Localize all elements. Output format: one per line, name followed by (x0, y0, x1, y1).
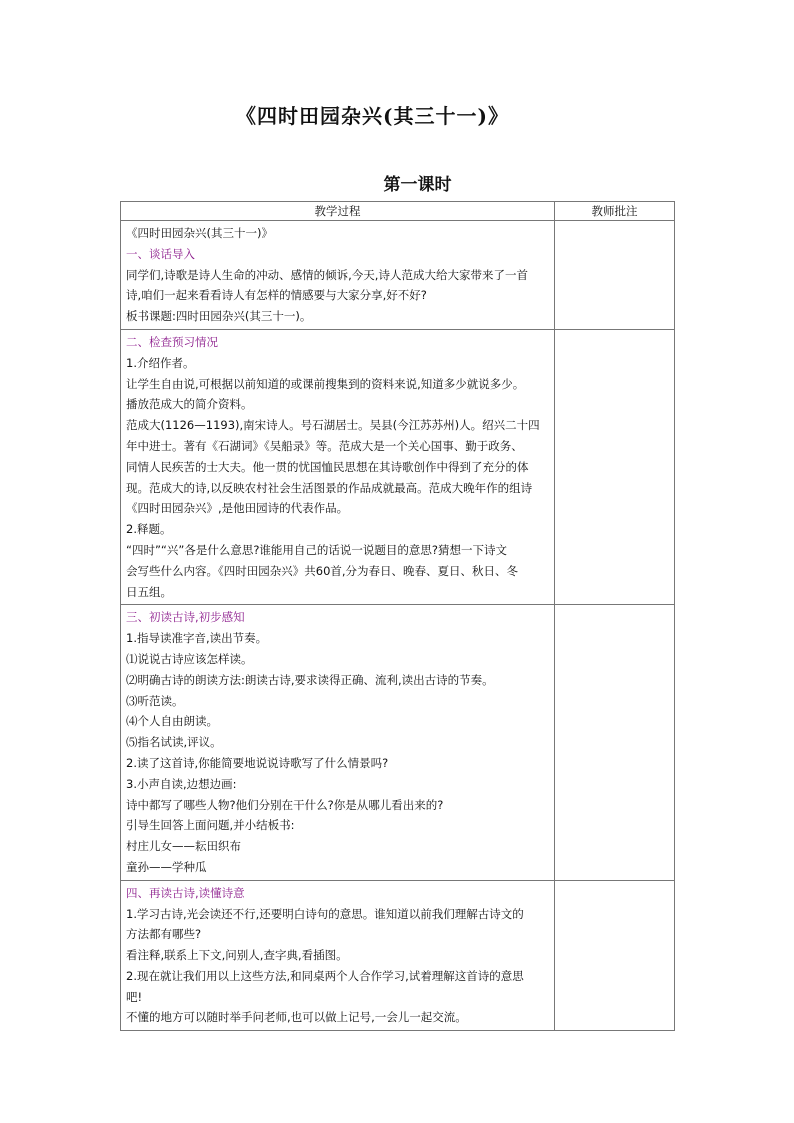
text-line: 村庄儿女——耘田织布 (126, 839, 241, 854)
text-line: “四时”“兴”各是什么意思?谁能用自己的话说一说题目的意思?猜想一下诗文 (126, 542, 508, 557)
text-line: 日五组。 (126, 584, 172, 599)
text-line: 看注释,联系上下文,问别人,查字典,看插图。 (126, 948, 348, 963)
teacher-notes-cell[interactable] (555, 880, 675, 1031)
table-header-row (121, 202, 675, 221)
text-line: 吧! (126, 989, 143, 1004)
text-line: 诗中都写了哪些人物?他们分别在干什么?你是从哪儿看出来的? (126, 797, 444, 812)
text-line: 2.释题。 (126, 522, 172, 537)
teacher-notes-cell[interactable] (555, 221, 675, 330)
header-teaching-process: 教学过程 (121, 202, 555, 221)
lesson-plan-table (120, 201, 675, 1031)
process-cell (121, 605, 555, 880)
teacher-notes-cell[interactable] (555, 605, 675, 880)
text-line: 1.学习古诗,光会读还不行,还要明白诗句的意思。谁知道以前我们理解古诗文的 (126, 906, 524, 921)
section-heading: 三、初读古诗,初步感知 (126, 610, 245, 625)
process-cell (121, 880, 555, 1031)
text-line: ⑵明确古诗的朗读方法:朗读古诗,要求读得正确、流利,读出古诗的节奏。 (126, 672, 494, 687)
section-heading: 一、谈话导入 (126, 246, 195, 261)
table-row (121, 221, 675, 330)
text-line: 童孙——学种瓜 (126, 859, 207, 874)
text-line: 年中进士。著有《石湖词》《吴船录》等。范成大是一个关心国事、勤于政务、 (126, 438, 523, 453)
process-cell (121, 221, 555, 330)
teacher-notes-cell[interactable] (555, 329, 675, 604)
text-line: 播放范成大的简介资料。 (126, 397, 253, 412)
text-line: 让学生自由说,可根据以前知道的或课前搜集到的资料来说,知道多少就说多少。 (126, 376, 525, 391)
header-teacher-notes: 教师批注 (555, 202, 675, 221)
text-line: 不懂的地方可以随时举手问老师,也可以做上记号,一会儿一起交流。 (126, 1010, 467, 1025)
lesson-subtitle: 第一课时 (383, 175, 452, 195)
text-line: 3.小声自读,边想边画: (126, 776, 237, 791)
text-line: 诗,咱们一起来看看诗人有怎样的情感要与大家分享,好不好? (126, 288, 427, 303)
section-heading: 四、再读古诗,读懂诗意 (126, 885, 245, 900)
text-line: 会写些什么内容。《四时田园杂兴》共60首,分为春日、晚春、夏日、秋日、冬 (126, 563, 519, 578)
text-line: 板书课题:四时田园杂兴(其三十一)。 (126, 309, 312, 324)
text-line: ⑸指名试读,评议。 (126, 735, 222, 750)
text-line: 1.介绍作者。 (126, 355, 195, 370)
text-line: ⑴说说古诗应该怎样读。 (126, 651, 253, 666)
process-cell (121, 329, 555, 604)
text-line: ⑶听范读。 (126, 693, 184, 708)
text-line: 《四时田园杂兴》,是他田园诗的代表作品。 (126, 501, 349, 516)
lesson-title-line: 《四时田园杂兴(其三十一)》 (126, 226, 273, 240)
text-line: 引导生回答上面问题,并小结板书: (126, 818, 295, 833)
text-line: 范成大(1126—1193),南宋诗人。号石湖居士。吴县(今江苏苏州)人。绍兴二十四 (126, 418, 540, 433)
text-line: 2.现在就让我们用以上这些方法,和同桌两个人合作学习,试着理解这首诗的意思 (126, 968, 524, 983)
text-line: 2.读了这首诗,你能简要地说说诗歌写了什么情景吗? (126, 755, 389, 770)
text-line: 现。范成大的诗,以反映农村社会生活图景的作品成就最高。范成大晚年作的组诗 (126, 480, 533, 495)
text-line: 同学们,诗歌是诗人生命的冲动、感情的倾诉,今天,诗人范成大给大家带来了一首 (126, 267, 528, 282)
table-row (121, 605, 675, 880)
table-row (121, 329, 675, 604)
text-line: ⑷个人自由朗读。 (126, 714, 218, 729)
text-line: 同情人民疾苦的士大夫。他一贯的忧国恤民思想在其诗歌创作中得到了充分的体 (126, 459, 529, 474)
text-line: 方法都有哪些? (126, 927, 202, 942)
table-row (121, 880, 675, 1031)
text-line: 1.指导读准字音,读出节奏。 (126, 631, 268, 646)
section-heading: 二、检查预习情况 (126, 334, 218, 349)
document-title: 《四时田园杂兴(其三十一)》 (236, 104, 509, 128)
